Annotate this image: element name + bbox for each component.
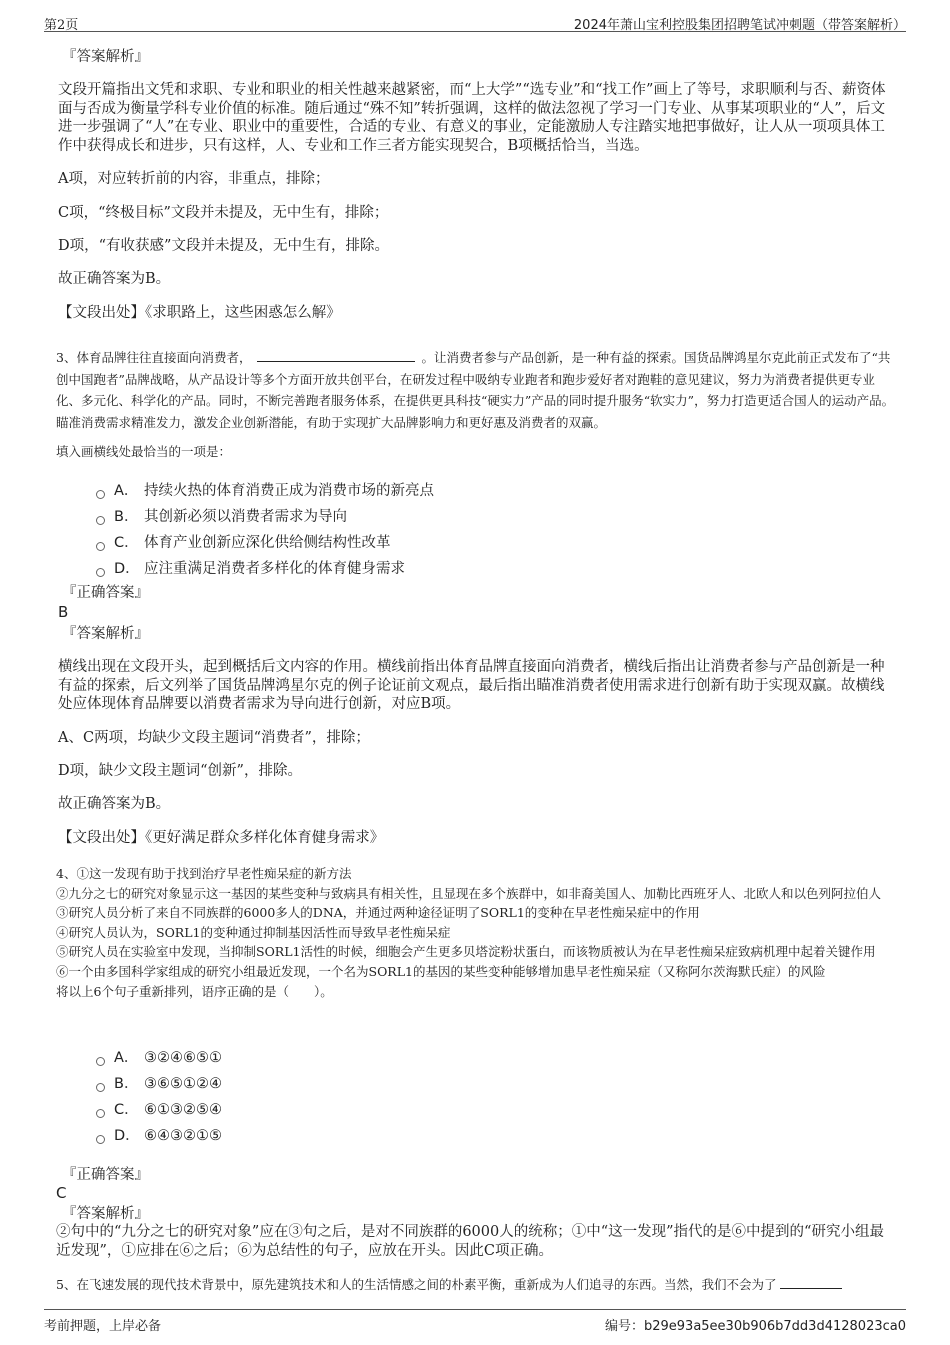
page-footer	[44, 1309, 906, 1335]
q2-analysis-text: 文段开篇指出文凭和求职、专业和职业的相关性越来越紧密，而“上大学”“选专业”和“找工作”画上了等号，求职顺利与否、薪资体面与否成为衡量学科专业价值的标准。随后通过“殊不知”转折强调，这样的做法忽视了学习一门专业、从事某项职业的“人”，后文进一步强调了“人”在专业、职业中的重要性，合适的专业、有意义的事业，定能激励人专注踏实地把事做好，让人从一项项具体工作中获得成长和进步，只有这样，人、专业和工作三者方能实现契合，B项概括恰当，当选。	[58, 82, 886, 154]
radio-icon[interactable]	[96, 1057, 105, 1066]
q4-prompt: 将以上6个句子重新排列，语序正确的是（ ）。	[56, 983, 333, 999]
q2-option-d-note: D项，“有收获感”文段并未提及，无中生有，排除。	[58, 238, 389, 254]
radio-icon[interactable]	[96, 490, 105, 499]
q3-stem	[56, 347, 896, 433]
q2-option-a-note: A项，对应转折前的内容，非重点，排除；	[58, 171, 330, 187]
q4-analysis-label: 『答案解析』	[62, 1206, 149, 1222]
q3-analysis-label: 『答案解析』	[62, 626, 149, 642]
option-text: 应注重满足消费者多样化的体育健身需求	[144, 561, 405, 577]
option-text: ③⑥⑤①②④	[144, 1076, 222, 1092]
q4-sentence-5: ⑤研究人员在实验室中发现，当抑制SORL1活性的时候，细胞会产生更多贝塔淀粉状蛋白，而该物质被认为在早老性痴呆症致病机理中起着关键作用	[56, 944, 876, 960]
radio-icon[interactable]	[96, 1083, 105, 1092]
q3-option-b[interactable]	[96, 505, 347, 526]
radio-icon[interactable]	[96, 568, 105, 577]
q4-option-c[interactable]	[96, 1098, 222, 1119]
option-letter: C．	[114, 535, 139, 551]
q3-option-ac-note: A、C两项，均缺少文段主题词“消费者”，排除；	[58, 730, 370, 746]
q3-stem-after-blank: 。让消费者参与产品创新，是一种有益的探索。国货品牌鸿星尔克此前正式发布了“共创中国跑者”品牌战略，从产品设计等多个方面开放共创平台，在研发过程中吸纳专业跑者和跑步爱好者对跑鞋的意见建议，努力为消费者提供更专业化、多元化、科学化的产品。同时，不断完善跑者服务体系，在提供更具科技“硬实力”产品的同时提升服务“软实力”，努力打造更适合国人的运动产品。瞄准消费需求精准发力，激发企业创新潜能，有助于实现扩大品牌影响力和更好惠及消费者的双赢。	[56, 350, 895, 430]
q2-source: 【文段出处】《求职路上，这些困惑怎么解》	[58, 305, 341, 321]
option-text: ⑥④③②①⑤	[144, 1128, 222, 1144]
option-letter: C．	[114, 1102, 139, 1118]
q5-stem	[56, 1274, 906, 1296]
page-number: 第2页	[44, 18, 79, 33]
q3-option-c[interactable]	[96, 531, 391, 552]
radio-icon[interactable]	[96, 1135, 105, 1144]
document-title: 2024年萧山宝利控股集团招聘笔试冲刺题（带答案解析）	[573, 18, 906, 33]
option-letter: D．	[114, 1128, 140, 1144]
radio-icon[interactable]	[96, 1109, 105, 1118]
q3-correct-answer: B	[58, 603, 69, 621]
option-text: ⑥①③②⑤④	[144, 1102, 222, 1118]
q4-correct-label: 『正确答案』	[62, 1167, 149, 1183]
q2-conclusion: 故正确答案为B。	[58, 271, 171, 287]
option-text: 持续火热的体育消费正成为消费市场的新亮点	[144, 483, 434, 499]
q5-stem-text: 5、在飞速发展的现代技术背景中，原先建筑技术和人的生活情感之间的朴素平衡，重新成为人们追寻的东西。当然，我们不会为了	[56, 1277, 777, 1292]
q4-sentence-6: ⑥一个由多国科学家组成的研究小组最近发现，一个名为SORL1的基因的某些变种能够增加患早老性痴呆症（又称阿尔茨海默氏症）的风险	[56, 963, 826, 979]
option-letter: B．	[114, 509, 139, 525]
q3-option-d-note: D项，缺少文段主题词“创新”，排除。	[58, 763, 302, 779]
document-id: 编号：b29e93a5ee30b906b7dd3d4128023ca0	[604, 1319, 906, 1334]
q4-sentences	[56, 864, 896, 1001]
option-letter: D．	[114, 561, 140, 577]
page-header	[44, 12, 906, 32]
radio-icon[interactable]	[96, 542, 105, 551]
option-letter: B．	[114, 1076, 139, 1092]
q3-option-a[interactable]	[96, 479, 434, 500]
q2-analysis-label: 『答案解析』	[62, 49, 149, 65]
option-text: ③②④⑥⑤①	[144, 1050, 222, 1066]
q3-conclusion: 故正确答案为B。	[58, 796, 171, 812]
q4-sentence-1: 4、①这一发现有助于找到治疗早老性痴呆症的新方法	[56, 866, 352, 881]
q3-correct-label: 『正确答案』	[62, 585, 149, 601]
option-text: 其创新必须以消费者需求为导向	[144, 509, 347, 525]
q4-correct-answer: C	[56, 1184, 67, 1202]
q3-prompt: 填入画横线处最恰当的一项是：	[56, 444, 232, 459]
q4-analysis-text: ②句中的“九分之七的研究对象”应在③句之后，是对不同族群的6000人的统称；①中“这一发现”指代的是⑥中提到的“研究小组最近发现”，①应排在⑥之后；⑥为总结性的句子，应放在开头。因此C项正确。	[56, 1224, 884, 1259]
radio-icon[interactable]	[96, 516, 105, 525]
option-text: 体育产业创新应深化供给侧结构性改革	[144, 535, 391, 551]
answer-blank	[780, 1276, 842, 1289]
footer-slogan: 考前押题，上岸必备	[44, 1319, 162, 1334]
option-letter: A．	[114, 483, 139, 499]
q4-option-d[interactable]	[96, 1124, 222, 1145]
q3-stem-before-blank: 3、体育品牌往往直接面向消费者，	[56, 350, 252, 365]
q4-option-a[interactable]	[96, 1046, 222, 1067]
q3-analysis-text: 横线出现在文段开头，起到概括后文内容的作用。横线前指出体育品牌直接面向消费者，横线后指出让消费者参与产品创新是一种有益的探索，后文列举了国货品牌鸿星尔克的例子论证前文观点，最后指出瞄准消费者使用需求进行创新有助于实现双赢。故横线处应体现体育品牌要以消费者需求为导向进行创新，对应B项。	[58, 659, 885, 712]
q2-option-c-note: C项，“终极目标”文段并未提及，无中生有，排除；	[58, 205, 389, 221]
option-letter: A．	[114, 1050, 139, 1066]
q4-option-b[interactable]	[96, 1072, 222, 1093]
q3-option-d[interactable]	[96, 557, 405, 578]
q3-source: 【文段出处】《更好满足群众多样化体育健身需求》	[58, 830, 385, 846]
q4-sentence-3: ③研究人员分析了来自不同族群的6000多人的DNA，并通过两种途径证明了SORL1的变种在早老性痴呆症中的作用	[56, 905, 700, 921]
q4-sentence-4: ④研究人员认为，SORL1的变种通过抑制基因活性而导致早老性痴呆症	[56, 924, 451, 940]
q4-sentence-2: ②九分之七的研究对象显示这一基因的某些变种与致病具有相关性，且显现在多个族群中，如非裔美国人、加勒比西班牙人、北欧人和以色列阿拉伯人	[56, 885, 882, 901]
answer-blank	[257, 349, 415, 362]
